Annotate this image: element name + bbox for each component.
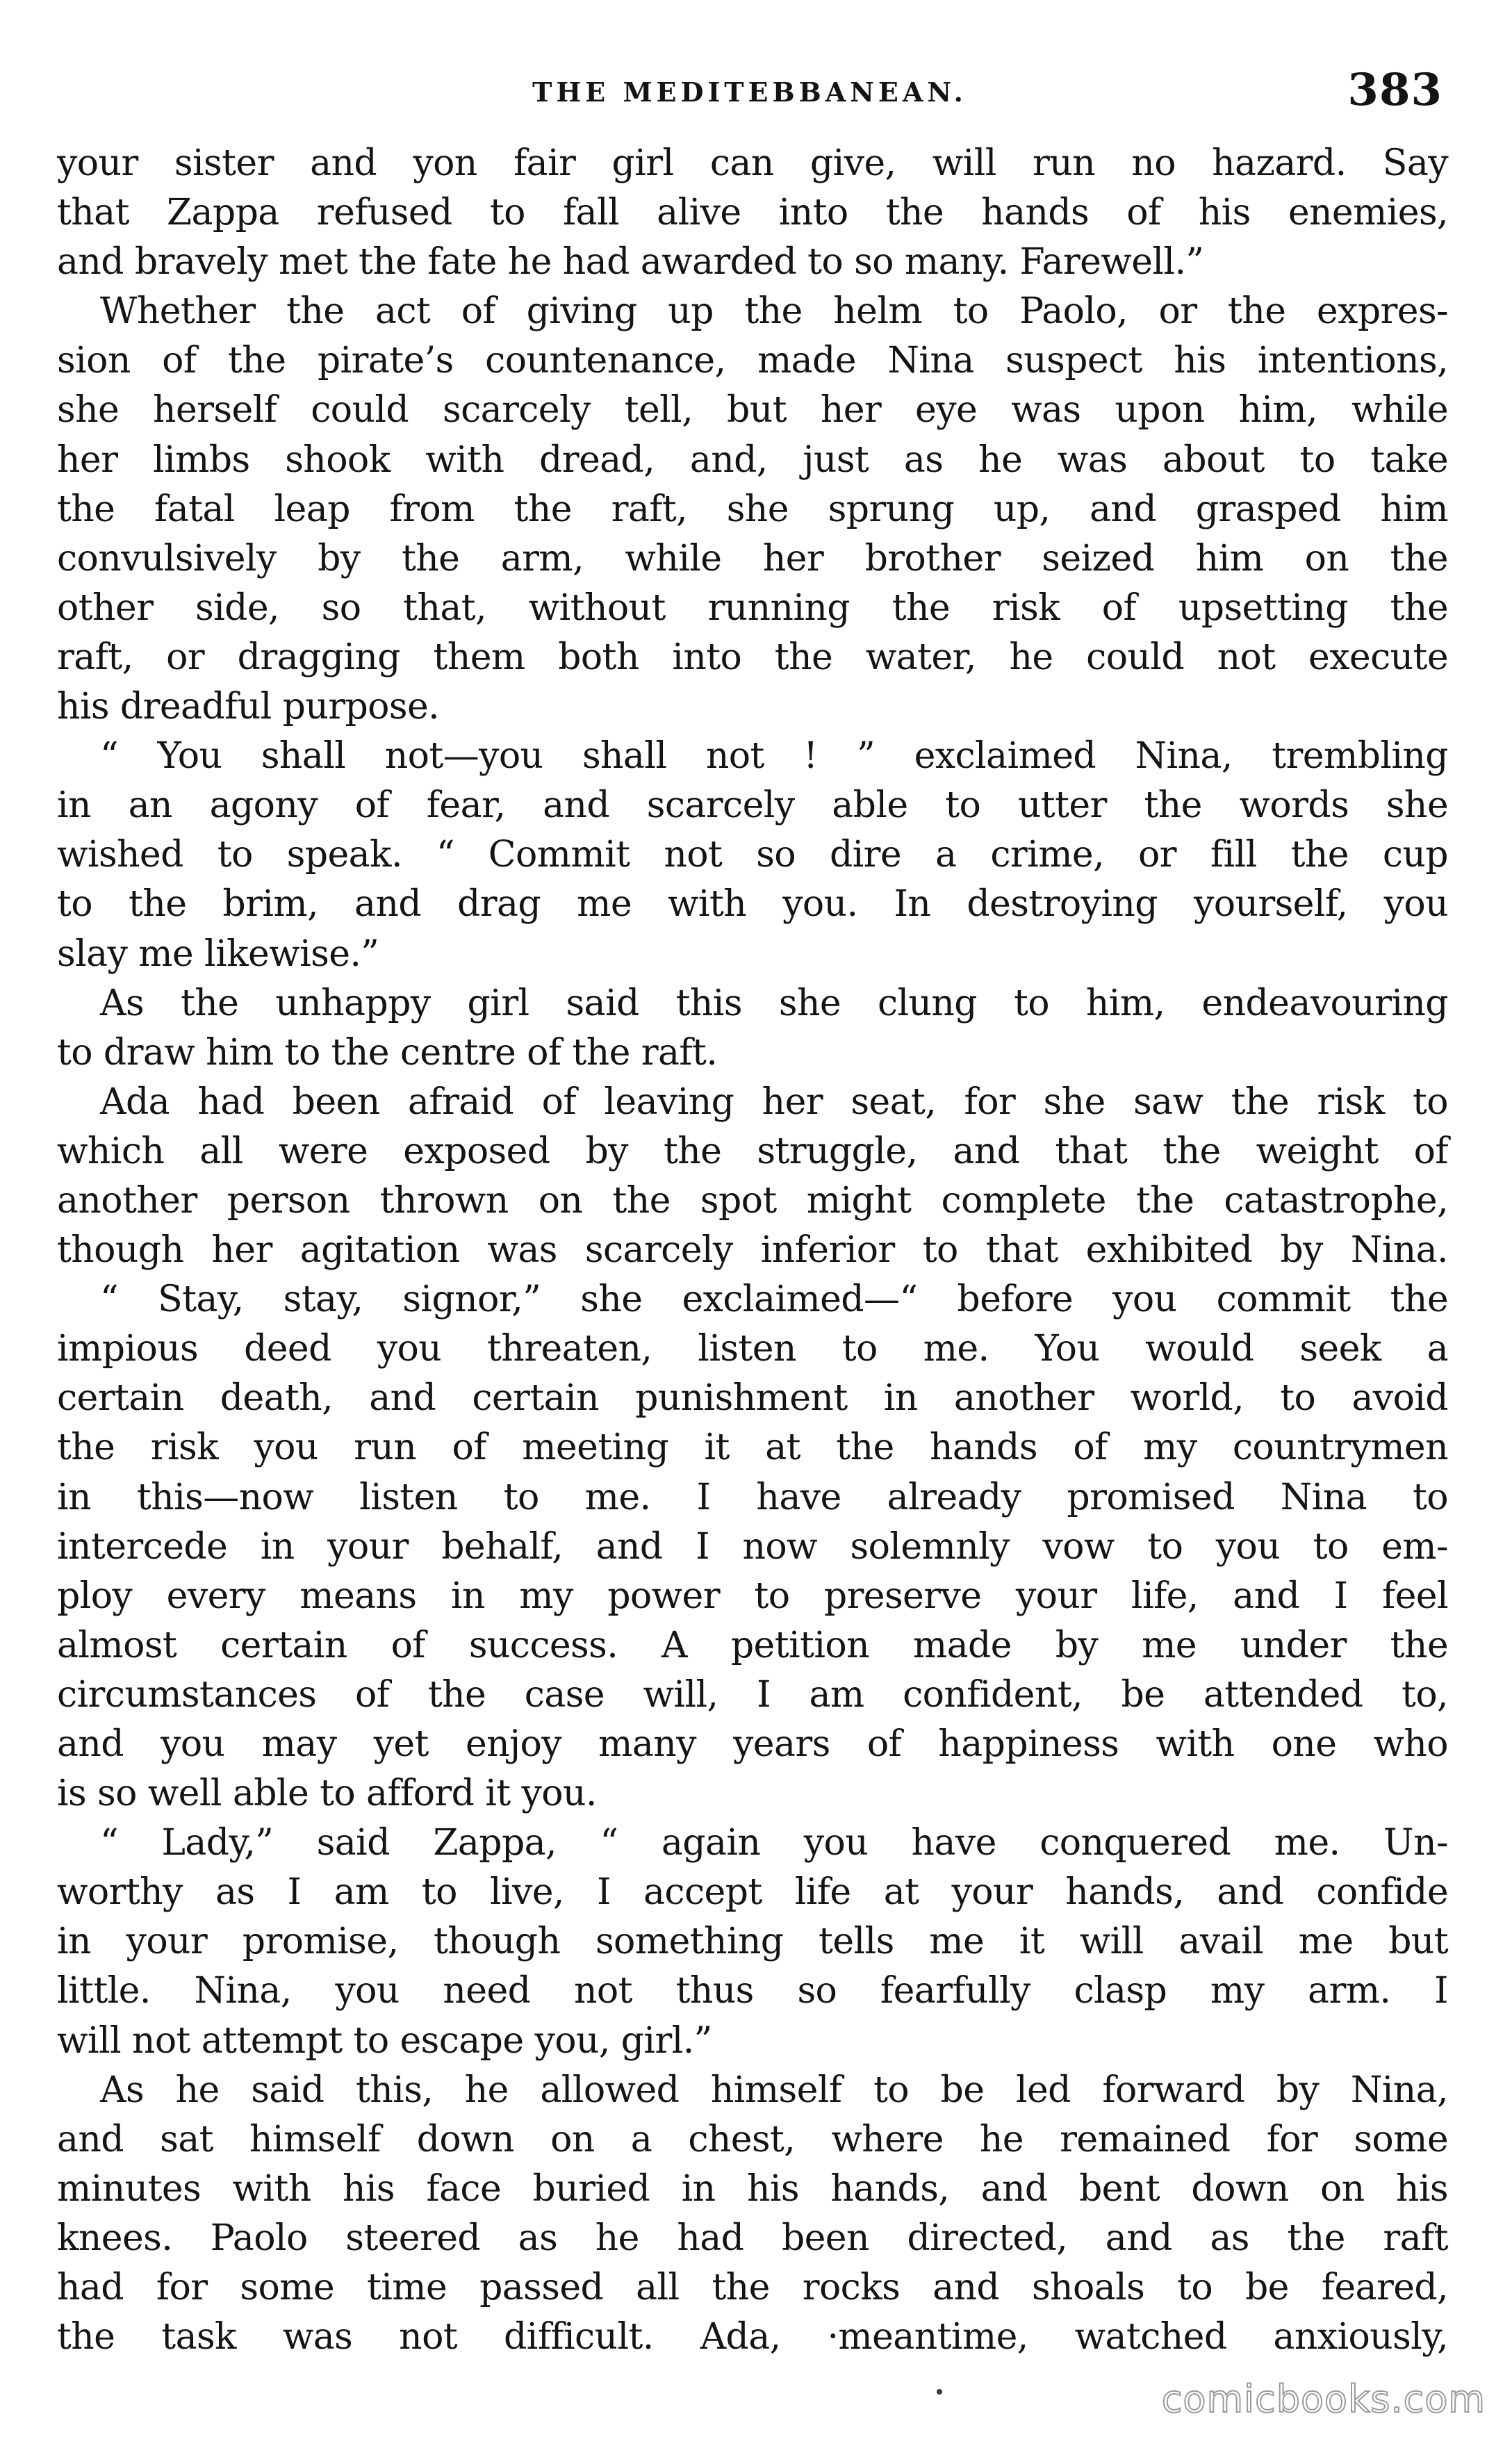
text-line: As the unhappy girl said this she clung to him, endeavouring bbox=[100, 982, 1448, 1024]
text-line: the fatal leap from the raft, she sprung up, and grasped him bbox=[57, 488, 1448, 530]
text-line: minutes with his face buried in his hands, and bent down on his bbox=[57, 2167, 1448, 2210]
text-line: in an agony of fear, and scarcely able to utter the words she bbox=[57, 785, 1448, 827]
body-text bbox=[57, 139, 1448, 2362]
text-line: little. Nina, you need not thus so fearfully clasp my arm. I bbox=[57, 1970, 1448, 2012]
text-line: to the brim, and drag me with you. In destroying yourself, you bbox=[57, 883, 1448, 926]
text-line: the task was not difficult. Ada, ·meantime, watched anxiously, bbox=[57, 2316, 1448, 2358]
text-line: other side, so that, without running the risk of upsetting the bbox=[57, 586, 1448, 629]
text-line: intercede in your behalf, and I now solemnly vow to you to em- bbox=[57, 1525, 1448, 1568]
text-line: in your promise, though something tells me it will avail me but bbox=[57, 1921, 1448, 1963]
text-line: another person thrown on the spot might complete the catastrophe, bbox=[57, 1179, 1448, 1222]
text-line: wished to speak. “ Commit not so dire a crime, or fill the cup bbox=[57, 834, 1448, 876]
text-line: Ada had been afraid of leaving her seat, for she saw the risk to bbox=[100, 1081, 1448, 1123]
page-number: 383 bbox=[1347, 64, 1443, 116]
text-line: though her agitation was scarcely inferior to that exhibited by Nina. bbox=[57, 1229, 1448, 1272]
text-line: and you may yet enjoy many years of happiness with one who bbox=[57, 1723, 1448, 1765]
text-line: is so well able to afford it you. bbox=[57, 1773, 597, 1815]
text-line: his dreadful purpose. bbox=[57, 686, 440, 728]
text-line: circumstances of the case will, I am confident, be attended to, bbox=[57, 1673, 1448, 1716]
text-line: raft, or dragging them both into the water, he could not execute bbox=[57, 636, 1448, 678]
text-line: slay me likewise.” bbox=[57, 933, 379, 975]
text-line: ploy every means in my power to preserve your life, and I feel bbox=[57, 1575, 1448, 1617]
text-line: and bravely met the fate he had awarded to so many. Farewell.” bbox=[57, 241, 1204, 284]
text-line: in this—now listen to me. I have already promised Nina to bbox=[57, 1476, 1448, 1518]
text-line: had for some time passed all the rocks and shoals to be feared, bbox=[57, 2267, 1448, 2309]
text-line: “ You shall not—you shall not ! ” exclaimed Nina, trembling bbox=[100, 735, 1448, 778]
text-line: almost certain of success. A petition made by me under the bbox=[57, 1624, 1448, 1666]
text-line: that Zappa refused to fall alive into the hands of his enemies, bbox=[57, 192, 1448, 234]
text-line: will not attempt to escape you, girl.” bbox=[57, 2019, 712, 2062]
running-title: THE MEDITEBBANEAN. bbox=[532, 76, 967, 108]
text-line: impious deed you threaten, listen to me. You would seek a bbox=[57, 1328, 1448, 1370]
text-line: and sat himself down on a chest, where he remained for some bbox=[57, 2118, 1448, 2160]
ink-speck bbox=[937, 2389, 942, 2395]
text-line: worthy as I am to live, I accept life at your hands, and confide bbox=[57, 1871, 1448, 1914]
text-line: Whether the act of giving up the helm to Paolo, or the expres- bbox=[100, 290, 1448, 333]
text-line: the risk you run of meeting it at the hands of my countrymen bbox=[57, 1427, 1448, 1469]
text-line: “ Lady,” said Zappa, “ again you have conquered me. Un- bbox=[100, 1822, 1448, 1864]
text-line: your sister and yon fair girl can give, will run no hazard. Say bbox=[57, 142, 1448, 184]
text-line: “ Stay, stay, signor,” she exclaimed—“ before you commit the bbox=[100, 1279, 1448, 1321]
text-line: which all were exposed by the struggle, and that the weight of bbox=[57, 1130, 1448, 1172]
text-line: As he said this, he allowed himself to be led forward by Nina, bbox=[100, 2069, 1448, 2111]
text-line: her limbs shook with dread, and, just as he was about to take bbox=[57, 438, 1448, 481]
text-line: certain death, and certain punishment in another world, to avoid bbox=[57, 1377, 1448, 1420]
running-head bbox=[57, 61, 1443, 124]
text-line: she herself could scarcely tell, but her eye was upon him, while bbox=[57, 389, 1448, 432]
text-line: sion of the pirate’s countenance, made Nina suspect his intentions, bbox=[57, 340, 1448, 382]
watermark-text: comicbooks.com bbox=[1161, 2377, 1486, 2421]
text-line: to draw him to the centre of the raft. bbox=[57, 1031, 718, 1074]
text-line: knees. Paolo steered as he had been directed, and as the raft bbox=[57, 2217, 1448, 2259]
text-line: convulsively by the arm, while her brother seized him on the bbox=[57, 537, 1448, 580]
